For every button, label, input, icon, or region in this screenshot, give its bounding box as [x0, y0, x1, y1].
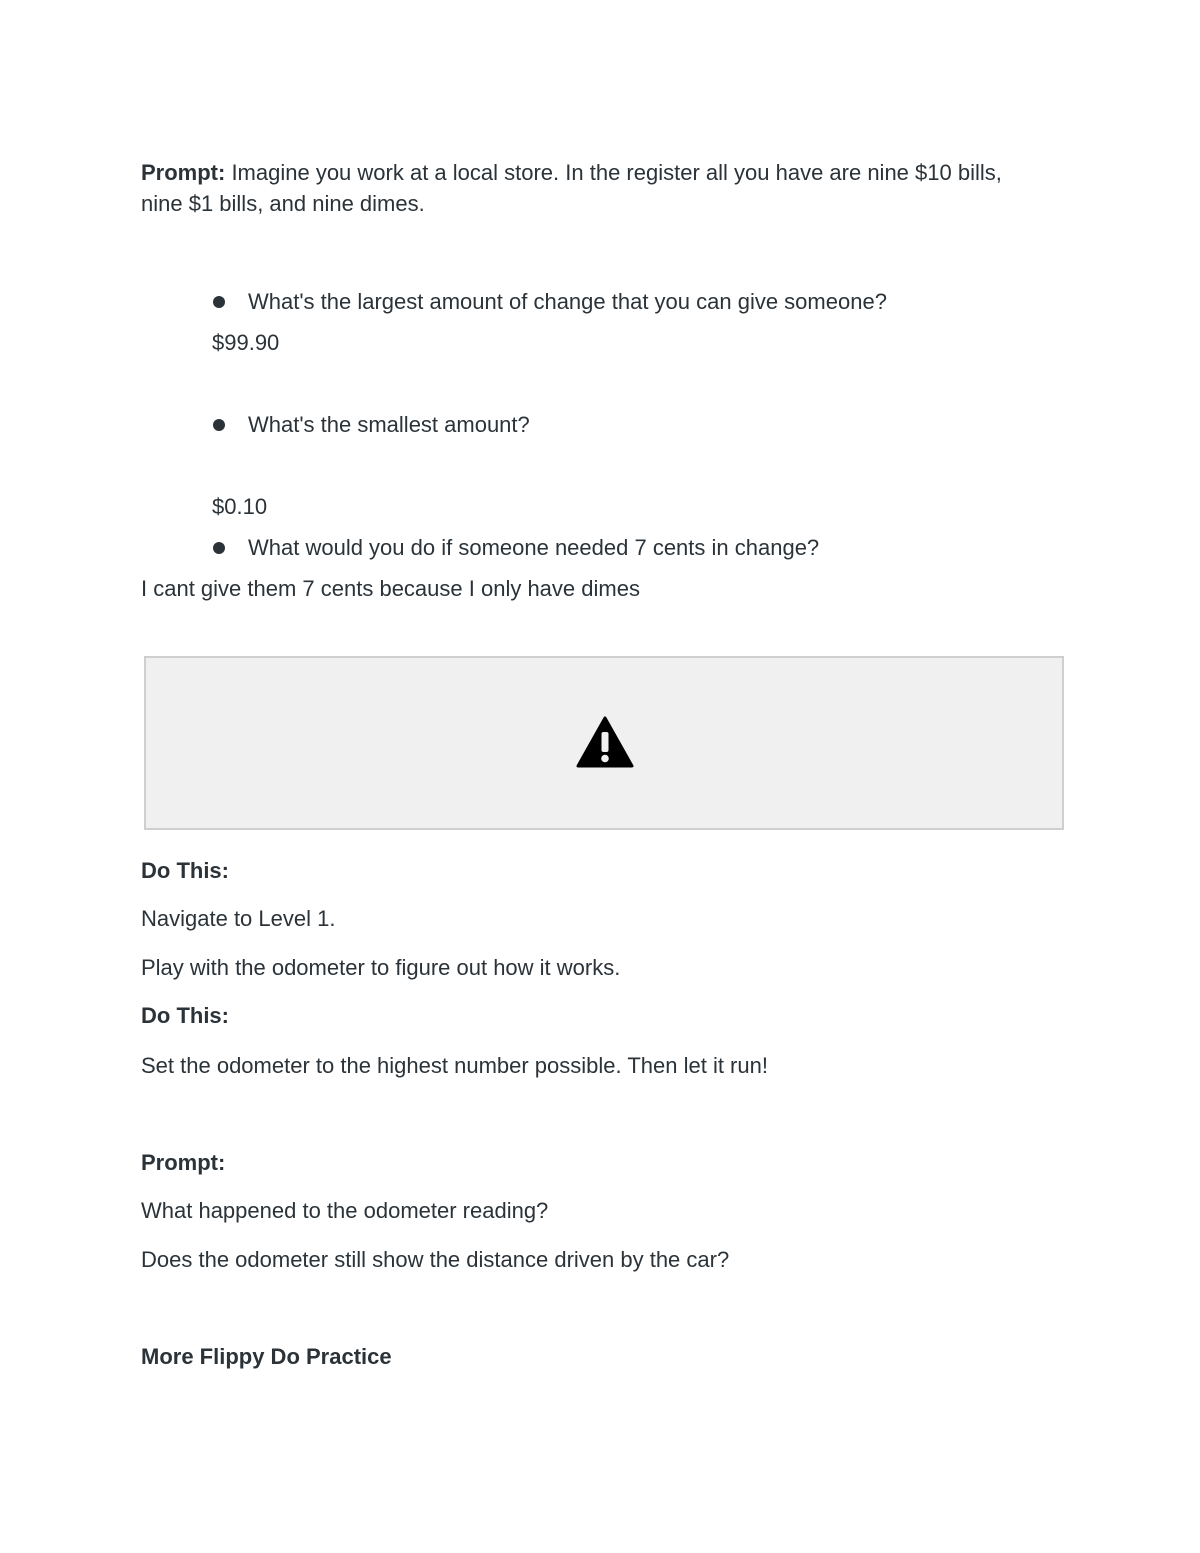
broken-image-placeholder — [144, 656, 1064, 830]
question-seven-cents: What would you do if someone needed 7 cents in change? — [248, 535, 820, 560]
prompt-label: Prompt: — [141, 160, 226, 185]
prompt-text: Imagine you work at a local store. In the register all you have are nine $10 bills, nine $1 bills, and nine dimes. — [141, 160, 1002, 216]
section-heading: More Flippy Do Practice — [141, 1344, 392, 1369]
do-this-heading: Do This: — [141, 858, 229, 883]
prompt-question: Does the odometer still show the distance driven by the car? — [141, 1247, 730, 1272]
instruction-line: Navigate to Level 1. — [141, 906, 336, 931]
bullet-marker — [213, 296, 225, 308]
answer-largest: $99.90 — [212, 330, 280, 355]
bullet-marker — [213, 419, 225, 431]
instruction-line: Play with the odometer to figure out how it works. — [141, 955, 621, 980]
do-this-heading: Do This: — [141, 1003, 229, 1028]
answer-smallest: $0.10 — [212, 494, 268, 519]
prompt-heading: Prompt: — [141, 1150, 226, 1175]
question-smallest: What's the smallest amount? — [248, 412, 530, 437]
bullet-marker — [213, 542, 225, 554]
answer-seven-cents: I cant give them 7 cents because I only have dimes — [141, 576, 640, 601]
question-largest: What's the largest amount of change that you can give someone? — [248, 289, 887, 314]
prompt-paragraph — [141, 157, 1041, 219]
warning-icon — [576, 716, 634, 768]
instruction-line: Set the odometer to the highest number possible. Then let it run! — [141, 1053, 768, 1078]
prompt-question: What happened to the odometer reading? — [141, 1198, 549, 1223]
